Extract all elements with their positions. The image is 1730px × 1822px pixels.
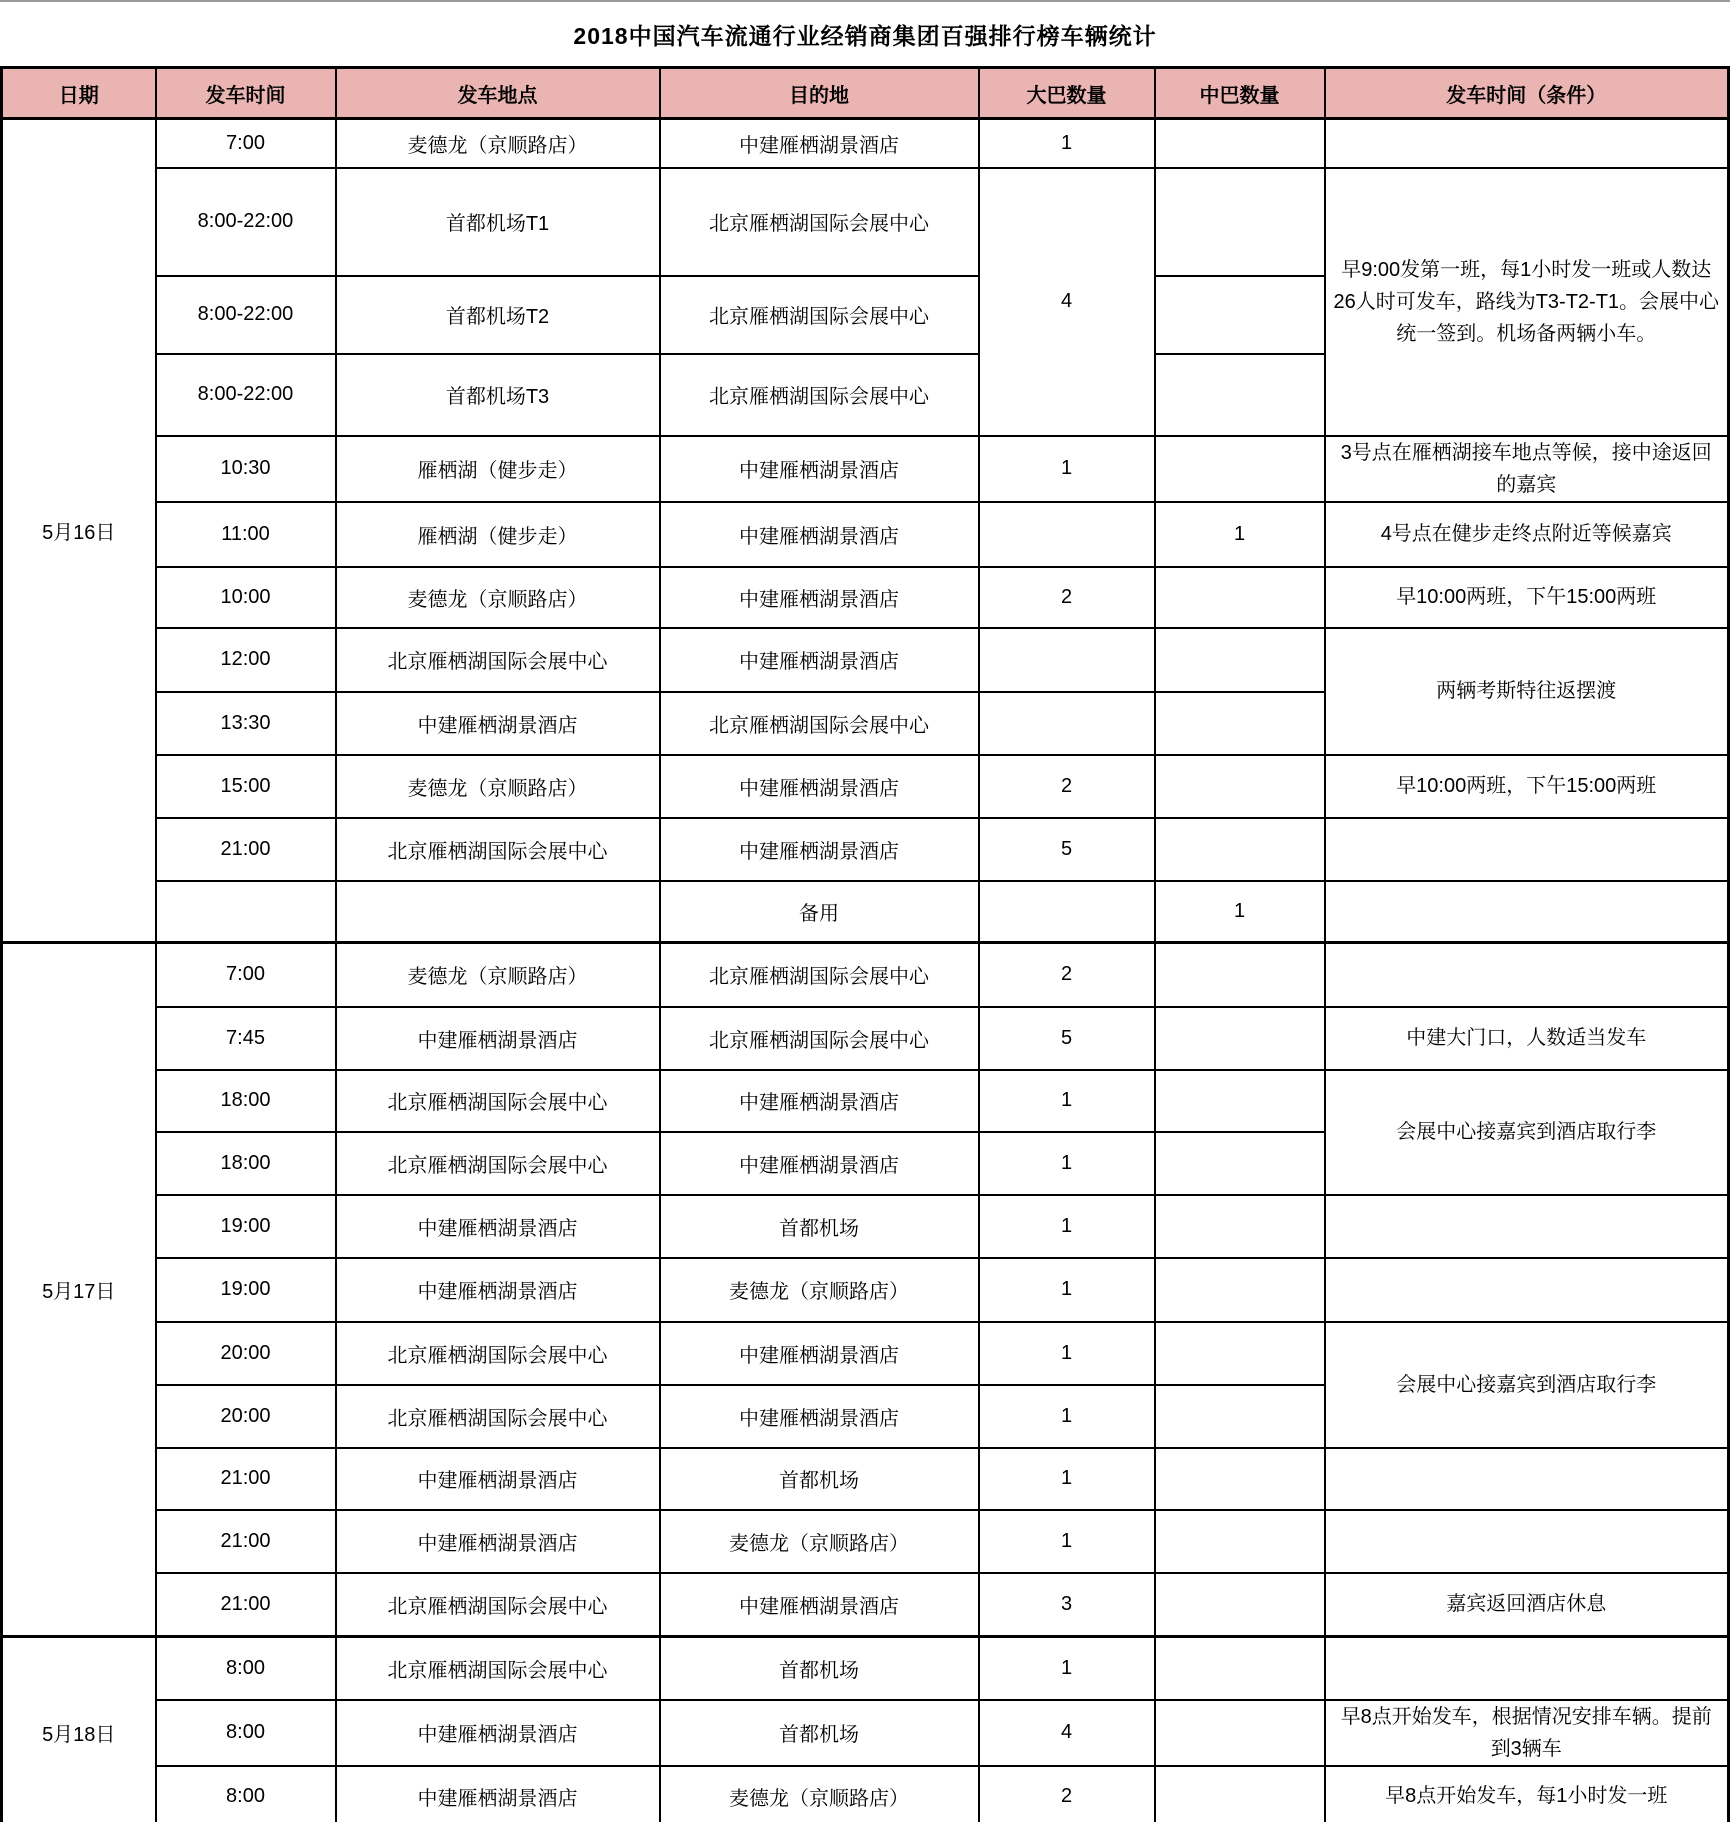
cell-big-bus	[979, 502, 1155, 567]
cell-note: 早9:00发第一班，每1小时发一班或人数达26人时可发车，路线为T3-T2-T1。会展中心统一签到。机场备两辆小车。	[1325, 168, 1729, 436]
cell-time: 20:00	[156, 1322, 336, 1385]
cell-time: 8:00-22:00	[156, 168, 336, 276]
cell-big-bus: 3	[979, 1573, 1155, 1637]
table-row	[2, 943, 1729, 1007]
cell-origin: 北京雁栖湖国际会展中心	[336, 1637, 660, 1700]
cell-note	[1325, 1637, 1729, 1700]
cell-note: 3号点在雁栖湖接车地点等候，接中途返回的嘉宾	[1325, 436, 1729, 502]
cell-destination: 北京雁栖湖国际会展中心	[660, 276, 979, 354]
cell-time	[156, 881, 336, 943]
cell-big-bus: 1	[979, 1510, 1155, 1573]
cell-origin: 北京雁栖湖国际会展中心	[336, 628, 660, 692]
cell-destination: 中建雁栖湖景酒店	[660, 436, 979, 502]
table-row	[2, 1448, 1729, 1510]
cell-note	[1325, 881, 1729, 943]
cell-destination: 麦德龙（京顺路店）	[660, 1258, 979, 1322]
cell-mid-bus	[1155, 436, 1325, 502]
cell-note: 早10:00两班，下午15:00两班	[1325, 755, 1729, 818]
cell-big-bus: 2	[979, 567, 1155, 628]
cell-destination: 麦德龙（京顺路店）	[660, 1766, 979, 1822]
cell-mid-bus	[1155, 1766, 1325, 1822]
table-row	[2, 119, 1729, 168]
col-header-condition: 发车时间（条件）	[1325, 68, 1729, 119]
cell-origin: 中建雁栖湖景酒店	[336, 1007, 660, 1070]
cell-note	[1325, 1510, 1729, 1573]
cell-big-bus: 1	[979, 1322, 1155, 1385]
cell-time: 21:00	[156, 1573, 336, 1637]
cell-destination: 麦德龙（京顺路店）	[660, 1510, 979, 1573]
cell-mid-bus	[1155, 1195, 1325, 1258]
cell-note: 4号点在健步走终点附近等候嘉宾	[1325, 502, 1729, 567]
cell-big-bus: 1	[979, 1070, 1155, 1132]
cell-mid-bus	[1155, 1132, 1325, 1195]
cell-mid-bus	[1155, 276, 1325, 354]
cell-origin: 北京雁栖湖国际会展中心	[336, 818, 660, 881]
cell-origin: 麦德龙（京顺路店）	[336, 119, 660, 168]
cell-note	[1325, 818, 1729, 881]
cell-big-bus: 1	[979, 436, 1155, 502]
table-row	[2, 502, 1729, 567]
cell-time: 11:00	[156, 502, 336, 567]
cell-big-bus: 5	[979, 818, 1155, 881]
cell-destination: 中建雁栖湖景酒店	[660, 1322, 979, 1385]
cell-big-bus: 2	[979, 755, 1155, 818]
cell-origin: 北京雁栖湖国际会展中心	[336, 1573, 660, 1637]
cell-mid-bus	[1155, 1258, 1325, 1322]
cell-origin: 首都机场T1	[336, 168, 660, 276]
cell-origin: 麦德龙（京顺路店）	[336, 755, 660, 818]
cell-time: 12:00	[156, 628, 336, 692]
cell-time: 19:00	[156, 1258, 336, 1322]
table-row	[2, 1510, 1729, 1573]
cell-mid-bus	[1155, 818, 1325, 881]
cell-destination: 备用	[660, 881, 979, 943]
cell-mid-bus: 1	[1155, 881, 1325, 943]
cell-destination: 中建雁栖湖景酒店	[660, 567, 979, 628]
cell-destination: 中建雁栖湖景酒店	[660, 1573, 979, 1637]
cell-mid-bus	[1155, 1700, 1325, 1766]
cell-big-bus: 1	[979, 1195, 1155, 1258]
cell-mid-bus	[1155, 1448, 1325, 1510]
cell-time: 8:00	[156, 1637, 336, 1700]
cell-big-bus: 1	[979, 119, 1155, 168]
cell-time: 18:00	[156, 1132, 336, 1195]
cell-big-bus	[979, 692, 1155, 755]
cell-origin	[336, 881, 660, 943]
cell-origin: 首都机场T3	[336, 354, 660, 436]
cell-destination: 首都机场	[660, 1637, 979, 1700]
cell-mid-bus	[1155, 755, 1325, 818]
cell-destination: 北京雁栖湖国际会展中心	[660, 943, 979, 1007]
cell-note	[1325, 1258, 1729, 1322]
cell-big-bus	[979, 628, 1155, 692]
table-row	[2, 1637, 1729, 1700]
table-row	[2, 436, 1729, 502]
cell-mid-bus	[1155, 119, 1325, 168]
cell-origin: 雁栖湖（健步走）	[336, 436, 660, 502]
cell-time: 21:00	[156, 1448, 336, 1510]
date-cell: 5月17日	[2, 943, 156, 1637]
cell-note	[1325, 119, 1729, 168]
table-row	[2, 1070, 1729, 1132]
cell-origin: 中建雁栖湖景酒店	[336, 692, 660, 755]
cell-big-bus: 4	[979, 168, 1155, 436]
page-title: 2018中国汽车流通行业经销商集团百强排行榜车辆统计	[573, 22, 1157, 49]
cell-destination: 首都机场	[660, 1700, 979, 1766]
table-row	[2, 168, 1729, 276]
cell-origin: 雁栖湖（健步走）	[336, 502, 660, 567]
cell-big-bus: 2	[979, 943, 1155, 1007]
cell-note	[1325, 943, 1729, 1007]
cell-note: 两辆考斯特往返摆渡	[1325, 628, 1729, 755]
cell-mid-bus	[1155, 168, 1325, 276]
cell-origin: 中建雁栖湖景酒店	[336, 1448, 660, 1510]
cell-time: 20:00	[156, 1385, 336, 1448]
cell-time: 8:00-22:00	[156, 276, 336, 354]
date-cell: 5月18日	[2, 1637, 156, 1822]
schedule-table	[0, 66, 1730, 1822]
cell-destination: 中建雁栖湖景酒店	[660, 755, 979, 818]
cell-origin: 中建雁栖湖景酒店	[336, 1510, 660, 1573]
cell-mid-bus	[1155, 1385, 1325, 1448]
cell-big-bus: 1	[979, 1385, 1155, 1448]
cell-mid-bus	[1155, 1510, 1325, 1573]
cell-mid-bus	[1155, 354, 1325, 436]
cell-destination: 中建雁栖湖景酒店	[660, 119, 979, 168]
table-row	[2, 1007, 1729, 1070]
cell-note: 嘉宾返回酒店休息	[1325, 1573, 1729, 1637]
cell-note: 中建大门口，人数适当发车	[1325, 1007, 1729, 1070]
table-row	[2, 755, 1729, 818]
cell-destination: 中建雁栖湖景酒店	[660, 818, 979, 881]
col-header-destination: 目的地	[660, 68, 979, 119]
table-row	[2, 1195, 1729, 1258]
table-row	[2, 1322, 1729, 1385]
cell-mid-bus	[1155, 1322, 1325, 1385]
cell-origin: 中建雁栖湖景酒店	[336, 1700, 660, 1766]
cell-mid-bus	[1155, 1007, 1325, 1070]
cell-time: 15:00	[156, 755, 336, 818]
cell-time: 21:00	[156, 1510, 336, 1573]
cell-big-bus: 4	[979, 1700, 1155, 1766]
cell-big-bus: 1	[979, 1132, 1155, 1195]
cell-destination: 北京雁栖湖国际会展中心	[660, 1007, 979, 1070]
cell-note: 会展中心接嘉宾到酒店取行李	[1325, 1070, 1729, 1195]
cell-origin: 麦德龙（京顺路店）	[336, 943, 660, 1007]
table-row	[2, 818, 1729, 881]
cell-time: 8:00	[156, 1700, 336, 1766]
cell-origin: 北京雁栖湖国际会展中心	[336, 1385, 660, 1448]
cell-time: 10:30	[156, 436, 336, 502]
cell-origin: 北京雁栖湖国际会展中心	[336, 1322, 660, 1385]
cell-big-bus: 1	[979, 1637, 1155, 1700]
cell-destination: 中建雁栖湖景酒店	[660, 502, 979, 567]
cell-time: 10:00	[156, 567, 336, 628]
cell-mid-bus	[1155, 628, 1325, 692]
cell-mid-bus: 1	[1155, 502, 1325, 567]
cell-destination: 北京雁栖湖国际会展中心	[660, 168, 979, 276]
cell-origin: 麦德龙（京顺路店）	[336, 567, 660, 628]
cell-big-bus: 1	[979, 1448, 1155, 1510]
cell-mid-bus	[1155, 1637, 1325, 1700]
cell-time: 8:00-22:00	[156, 354, 336, 436]
table-row	[2, 1258, 1729, 1322]
cell-big-bus: 1	[979, 1258, 1155, 1322]
col-header-origin: 发车地点	[336, 68, 660, 119]
cell-destination: 首都机场	[660, 1448, 979, 1510]
cell-time: 7:45	[156, 1007, 336, 1070]
cell-destination: 中建雁栖湖景酒店	[660, 628, 979, 692]
cell-destination: 首都机场	[660, 1195, 979, 1258]
cell-destination: 中建雁栖湖景酒店	[660, 1132, 979, 1195]
cell-mid-bus	[1155, 567, 1325, 628]
cell-note: 早8点开始发车，每1小时发一班	[1325, 1766, 1729, 1822]
header-row	[2, 68, 1729, 119]
cell-origin: 中建雁栖湖景酒店	[336, 1258, 660, 1322]
cell-note: 会展中心接嘉宾到酒店取行李	[1325, 1322, 1729, 1448]
cell-time: 19:00	[156, 1195, 336, 1258]
cell-time: 13:30	[156, 692, 336, 755]
table-row	[2, 567, 1729, 628]
cell-origin: 北京雁栖湖国际会展中心	[336, 1132, 660, 1195]
cell-mid-bus	[1155, 692, 1325, 755]
cell-mid-bus	[1155, 1070, 1325, 1132]
cell-mid-bus	[1155, 1573, 1325, 1637]
cell-destination: 北京雁栖湖国际会展中心	[660, 354, 979, 436]
cell-time: 18:00	[156, 1070, 336, 1132]
cell-note	[1325, 1448, 1729, 1510]
cell-mid-bus	[1155, 943, 1325, 1007]
col-header-big-bus: 大巴数量	[979, 68, 1155, 119]
cell-big-bus	[979, 881, 1155, 943]
table-row	[2, 628, 1729, 692]
cell-destination: 北京雁栖湖国际会展中心	[660, 692, 979, 755]
table-row	[2, 1700, 1729, 1766]
cell-time: 7:00	[156, 119, 336, 168]
cell-time: 21:00	[156, 818, 336, 881]
cell-note	[1325, 1195, 1729, 1258]
cell-time: 8:00	[156, 1766, 336, 1822]
cell-origin: 首都机场T2	[336, 276, 660, 354]
cell-big-bus: 5	[979, 1007, 1155, 1070]
cell-time: 7:00	[156, 943, 336, 1007]
col-header-mid-bus: 中巴数量	[1155, 68, 1325, 119]
table-row	[2, 1573, 1729, 1637]
cell-note: 早10:00两班，下午15:00两班	[1325, 567, 1729, 628]
col-header-date: 日期	[2, 68, 156, 119]
cell-destination: 中建雁栖湖景酒店	[660, 1385, 979, 1448]
date-cell: 5月16日	[2, 119, 156, 943]
table-row	[2, 1766, 1729, 1822]
cell-destination: 中建雁栖湖景酒店	[660, 1070, 979, 1132]
col-header-time: 发车时间	[156, 68, 336, 119]
cell-note: 早8点开始发车，根据情况安排车辆。提前到3辆车	[1325, 1700, 1729, 1766]
cell-origin: 中建雁栖湖景酒店	[336, 1195, 660, 1258]
cell-origin: 中建雁栖湖景酒店	[336, 1766, 660, 1822]
cell-origin: 北京雁栖湖国际会展中心	[336, 1070, 660, 1132]
table-row	[2, 881, 1729, 943]
cell-big-bus: 2	[979, 1766, 1155, 1822]
